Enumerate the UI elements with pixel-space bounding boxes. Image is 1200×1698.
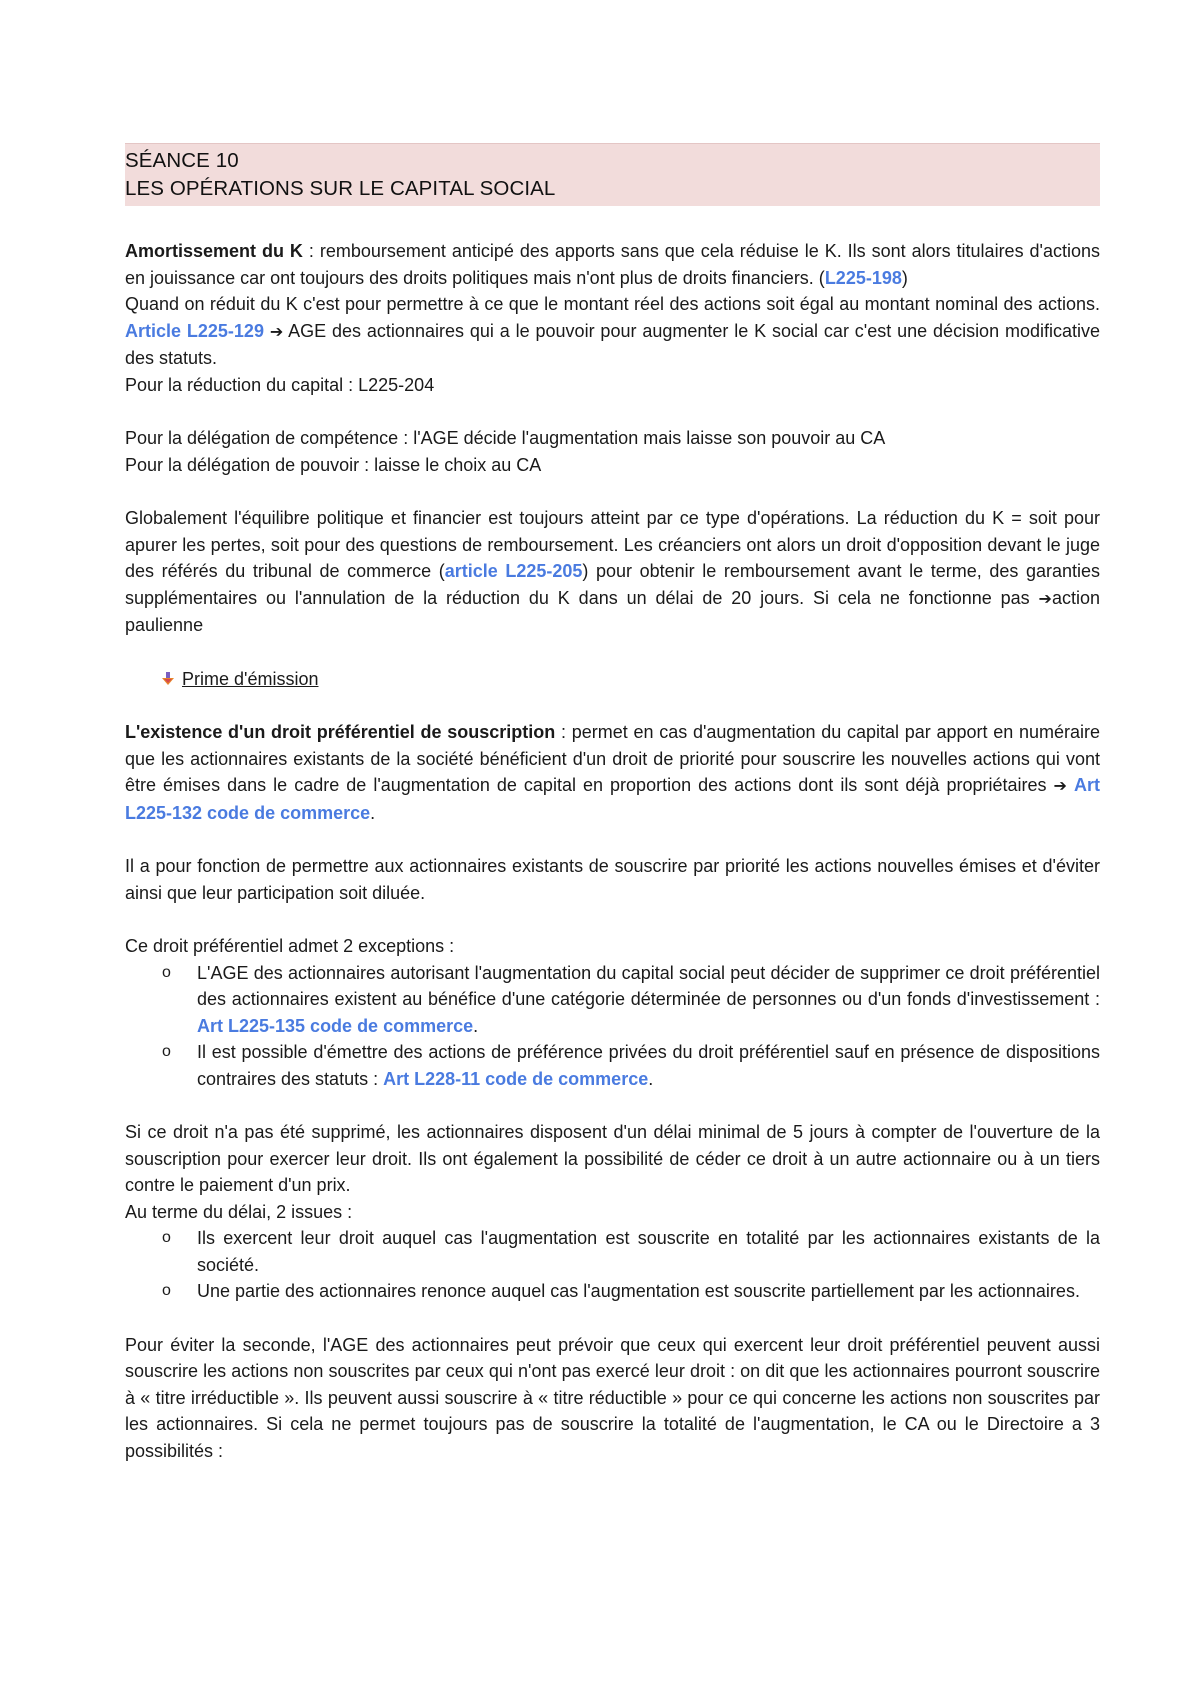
paragraph-eviter-seconde: Pour éviter la seconde, l'AGE des actionnaires peut prévoir que ceux qui exercent leur droit préférentiel peuvent aussi souscrire les actions non souscrites par ceux qui n'ont pas exercé leur droit : on dit que les actionnaires pourront souscrire à « titre irréductible ». Ils peuvent aussi souscrire à « titre réductible » pour ce qui concerne les actions non souscrites par les actionnaires. Si cela ne permet toujours pas de souscrire la totalité de l'augmentation, le CA ou le Directoire a 3 possibilités :: [125, 1334, 1100, 1461]
circle-bullet-icon: o: [162, 1282, 171, 1299]
circle-bullet-icon: o: [162, 1229, 171, 1246]
law-reference[interactable]: article L225-205: [444, 561, 583, 581]
paragraph-reduction: Quand on réduit du K c'est pour permettre à ce que le montant réel des actions soit égal au montant nominal des actions. Article L225-129 ➔ AGE des actionnaires qui a le pouvoir pour augmenter le K social car c'est une décision modificative des statuts.: [125, 294, 1100, 368]
paragraph-exceptions-intro: Ce droit préférentiel admet 2 exceptions :: [125, 936, 455, 956]
title-band: [125, 143, 1100, 206]
list-item: o Une partie des actionnaires renonce auquel cas l'augmentation est souscrite partiellement par les actionnaires.: [125, 1278, 1100, 1305]
law-reference[interactable]: Art L225-135 code de commerce: [197, 1015, 474, 1036]
exceptions-list: [125, 960, 1100, 1093]
arrow-bullet-icon: [160, 667, 176, 681]
circle-bullet-icon: o: [162, 1043, 171, 1060]
law-reference[interactable]: Art L225-132 code de commerce: [125, 775, 1100, 823]
list-item: o L'AGE des actionnaires autorisant l'augmentation du capital social peut décider de supprimer ce droit préférentiel des actionnaires existent au bénéfice d'une catégorie déterminée de personnes ou d'un fonds d'investissement : Art L225-135 code de commerce.: [125, 960, 1100, 1040]
prime-emission-item: [125, 666, 1100, 693]
list-item: o Ils exercent leur droit auquel cas l'augmentation est souscrite en totalité par les actionnaires existants de la société.: [125, 1225, 1100, 1278]
arrow-icon: ➔: [1053, 776, 1067, 795]
prime-emission-label: Prime d'émission: [182, 668, 319, 689]
law-reference[interactable]: Art L228-11 code de commerce: [383, 1068, 649, 1089]
term-amortissement: Amortissement du K: [125, 241, 303, 261]
paragraph-equilibre: Globalement l'équilibre politique et financier est toujours atteint par ce type d'opérations. La réduction du K = soit pour apurer les pertes, soit pour des questions de remboursement. Les créanciers ont alors un droit d'opposition devant le juge des référés du tribunal de commerce (article L225-205) pour obtenir le remboursement avant le terme, des garanties supplémentaires ou l'annulation de la réduction du K dans un délai de 20 jours. Si cela ne fonctionne pas ➔action paulienne: [125, 508, 1100, 635]
paragraph-amortissement: Amortissement du K : remboursement anticipé des apports sans que cela réduise le K. Ils sont alors titulaires d'actions en jouissance car ont toujours des droits politiques mais n'ont plus de droits financiers. (L225-198): [125, 241, 1100, 288]
law-reference[interactable]: L225-198: [824, 267, 902, 288]
list-item: o Il est possible d'émettre des actions de préférence privées du droit préférentiel sauf en présence de dispositions contraires des statuts : Art L228-11 code de commerce.: [125, 1039, 1100, 1092]
paragraph-reduction-capital: Pour la réduction du capital : L225-204: [125, 374, 435, 395]
arrow-icon: ➔: [269, 321, 284, 341]
issues-list: [125, 1225, 1100, 1305]
arrow-icon: ➔: [1038, 588, 1052, 608]
paragraph-delegation-competence: Pour la délégation de compétence : l'AGE décide l'augmentation mais laisse son pouvoir au CA: [125, 428, 886, 448]
paragraph-delai: Si ce droit n'a pas été supprimé, les actionnaires disposent d'un délai minimal de 5 jours à compter de l'ouverture de la souscription pour exercer leur droit. Ils ont également la possibilité de céder ce droit à un autre actionnaire ou à un tiers contre le paiement d'un prix.: [125, 1122, 1100, 1195]
law-reference[interactable]: Article L225-129: [125, 320, 264, 341]
paragraph-delegation-pouvoir: Pour la délégation de pouvoir : laisse le choix au CA: [125, 454, 542, 475]
section-title: LES OPÉRATIONS SUR LE CAPITAL SOCIAL: [125, 177, 556, 200]
paragraph-issues-intro: Au terme du délai, 2 issues :: [125, 1201, 353, 1222]
paragraph-droit-preferentiel: L'existence d'un droit préférentiel de souscription : permet en cas d'augmentation du capital par apport en numéraire que les actionnaires existants de la société bénéficient d'un droit de priorité pour souscrire les nouvelles actions qui vont être émises dans le cadre de l'augmentation de capital en proportion des actions dont ils sont déjà propriétaires ➔ Art L225-132 code de commerce.: [125, 722, 1100, 823]
circle-bullet-icon: o: [162, 963, 171, 981]
session-title: SÉANCE 10: [125, 149, 239, 172]
paragraph-fonction: Il a pour fonction de permettre aux actionnaires existants de souscrire par priorité les actions nouvelles émises et d'éviter ainsi que leur participation soit diluée.: [125, 856, 1100, 903]
document-body: [125, 238, 1100, 1464]
term-droit-preferentiel: L'existence d'un droit préférentiel de souscription: [125, 722, 556, 742]
